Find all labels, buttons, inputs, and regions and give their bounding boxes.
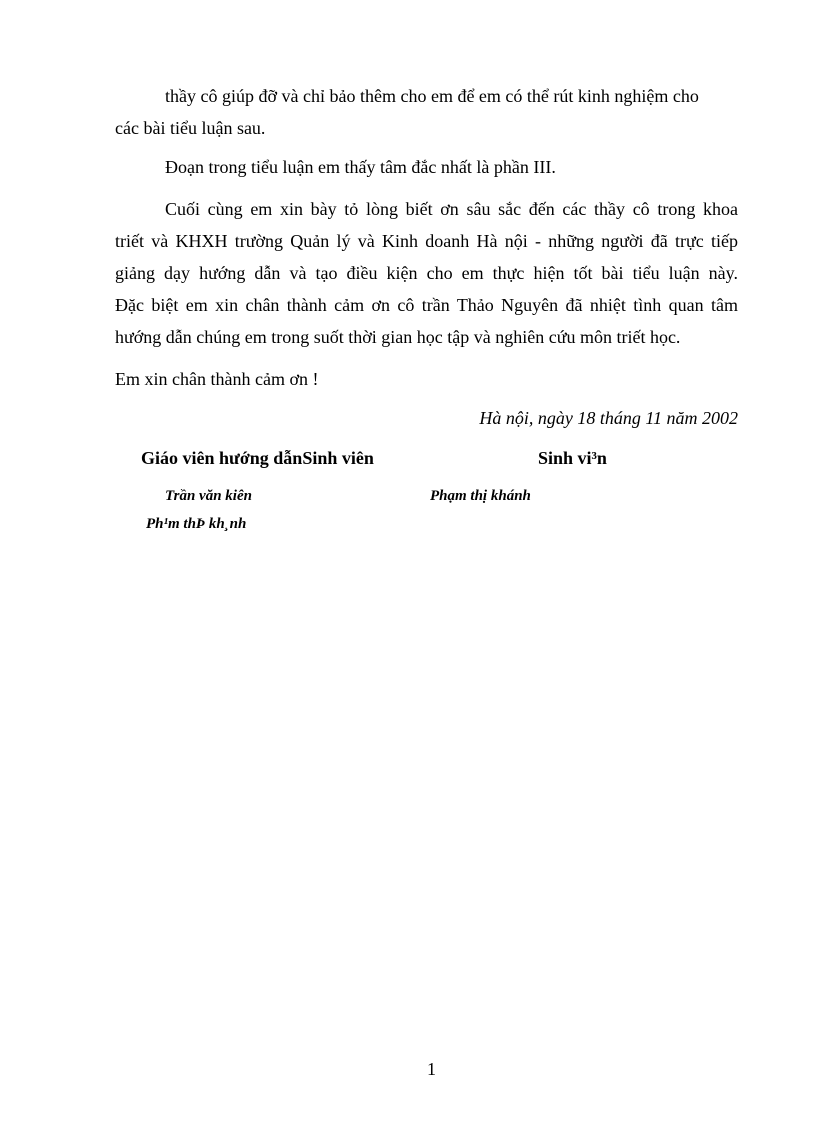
page-number: 1 [427, 1059, 436, 1079]
left-signature-heading: Giáo viên hướng dẫnSinh viên [141, 448, 374, 468]
left-signature-name: Trần văn kiên [165, 488, 252, 504]
left-signature-name-garbled: Ph¹m thÞ kh¸nh [146, 516, 247, 532]
paragraph-2: Đoạn trong tiểu luận em thấy tâm đắc nhất là phần III. [165, 157, 556, 177]
paragraph-3-line-4: Đặc biệt em xin chân thành cảm ơn cô trần Thảo Nguyên đã nhiệt tình quan tâm [115, 295, 738, 315]
paragraph-3-line-1: Cuối cùng em xin bày tỏ lòng biết ơn sâu sắc đến các thầy cô trong khoa [165, 199, 738, 219]
right-signature-name: Phạm thị khánh [430, 488, 531, 504]
paragraph-3-line-2: triết và KHXH trường Quản lý và Kinh doanh Hà nội - những người đã trực tiếp [115, 231, 738, 251]
paragraph-3-line-3: giảng dạy hướng dẫn và tạo điều kiện cho em thực hiện tốt bài tiểu luận này. [115, 263, 738, 283]
paragraph-3-line-5: hướng dẫn chúng em trong suốt thời gian học tập và nghiên cứu môn triết học. [115, 327, 681, 347]
paragraph-1-line-2: các bài tiểu luận sau. [115, 118, 266, 138]
paragraph-1-line-1: thầy cô giúp đỡ và chỉ bảo thêm cho em để em có thể rút kinh nghiệm cho [165, 86, 699, 106]
date-line: Hà nội, ngày 18 tháng 11 năm 2002 [479, 408, 738, 428]
paragraph-4: Em xin chân thành cảm ơn ! [115, 369, 319, 389]
right-signature-heading: Sinh vi³n [538, 448, 607, 468]
